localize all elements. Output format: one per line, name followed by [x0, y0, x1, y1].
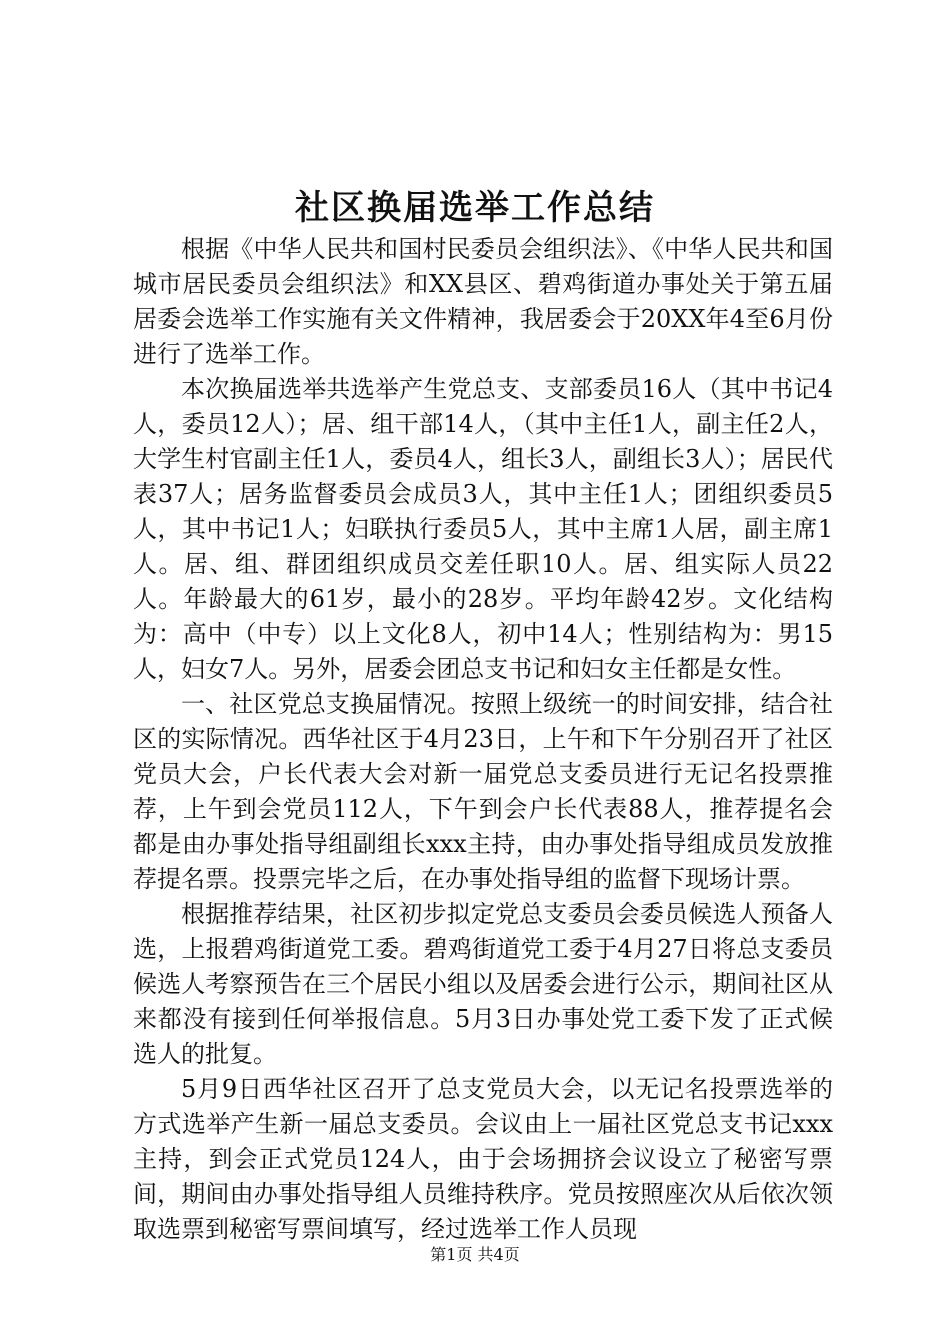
paragraph-3: 一、社区党总支换届情况。按照上级统一的时间安排，结合社区的实际情况。西华社区于4月23日，上午和下午分别召开了社区党员大会，户长代表大会对新一届党总支委员进行无记名投票推荐，上午到会党员112人，下午到会户长代表88人，推荐提名会都是由办事处指导组副组长xxx主持，由办事处指导组成员发放推荐提名票。投票完毕之后，在办事处指导组的监督下现场计票。 — [133, 690, 833, 893]
paragraph-5: 5月9日西华社区召开了总支党员大会，以无记名投票选举的方式选举产生新一届总支委员。会议由上一届社区党总支书记xxx主持，到会正式党员124人，由于会场拥挤会议设立了秘密写票间，期间由办事处指导组人员维持秩序。党员按照座次从后依次领取选票到秘密写票间填写，经过选举工作人员现 — [133, 1075, 833, 1243]
paragraph-2: 本次换届选举共选举产生党总支、支部委员16人（其中书记4人，委员12人）；居、组干部14人，（其中主任1人，副主任2人，大学生村官副主任1人，委员4人，组长3人，副组长3人）；居民代表37人；居务监督委员会成员3人，其中主任1人；团组织委员5人，其中书记1人；妇联执行委员5人，其中主席1人居，副主席1人。居、组、群团组织成员交差任职10人。居、组实际人员22人。年龄最大的61岁，最小的28岁。平均年龄42岁。文化结构为：高中（中专）以上文化8人，初中14人；性别结构为：男15人，妇女7人。另外，居委会团总支书记和妇女主任都是女性。 — [133, 375, 833, 683]
document-body — [133, 232, 833, 1247]
page-number-footer: 第1页 共4页 — [430, 1245, 520, 1264]
document-title: 社区换届选举工作总结 — [295, 188, 655, 228]
paragraph-1: 根据《中华人民共和国村民委员会组织法》、《中华人民共和国城市居民委员会组织法》和XX县区、碧鸡街道办事处关于第五届居委会选举工作实施有关文件精神，我居委会于20XX年4至6月份进行了选举工作。 — [133, 235, 833, 368]
paragraph-4: 根据推荐结果，社区初步拟定党总支委员会委员候选人预备人选，上报碧鸡街道党工委。碧鸡街道党工委于4月27日将总支委员候选人考察预告在三个居民小组以及居委会进行公示，期间社区从来都没有接到任何举报信息。5月3日办事处党工委下发了正式候选人的批复。 — [133, 900, 833, 1068]
